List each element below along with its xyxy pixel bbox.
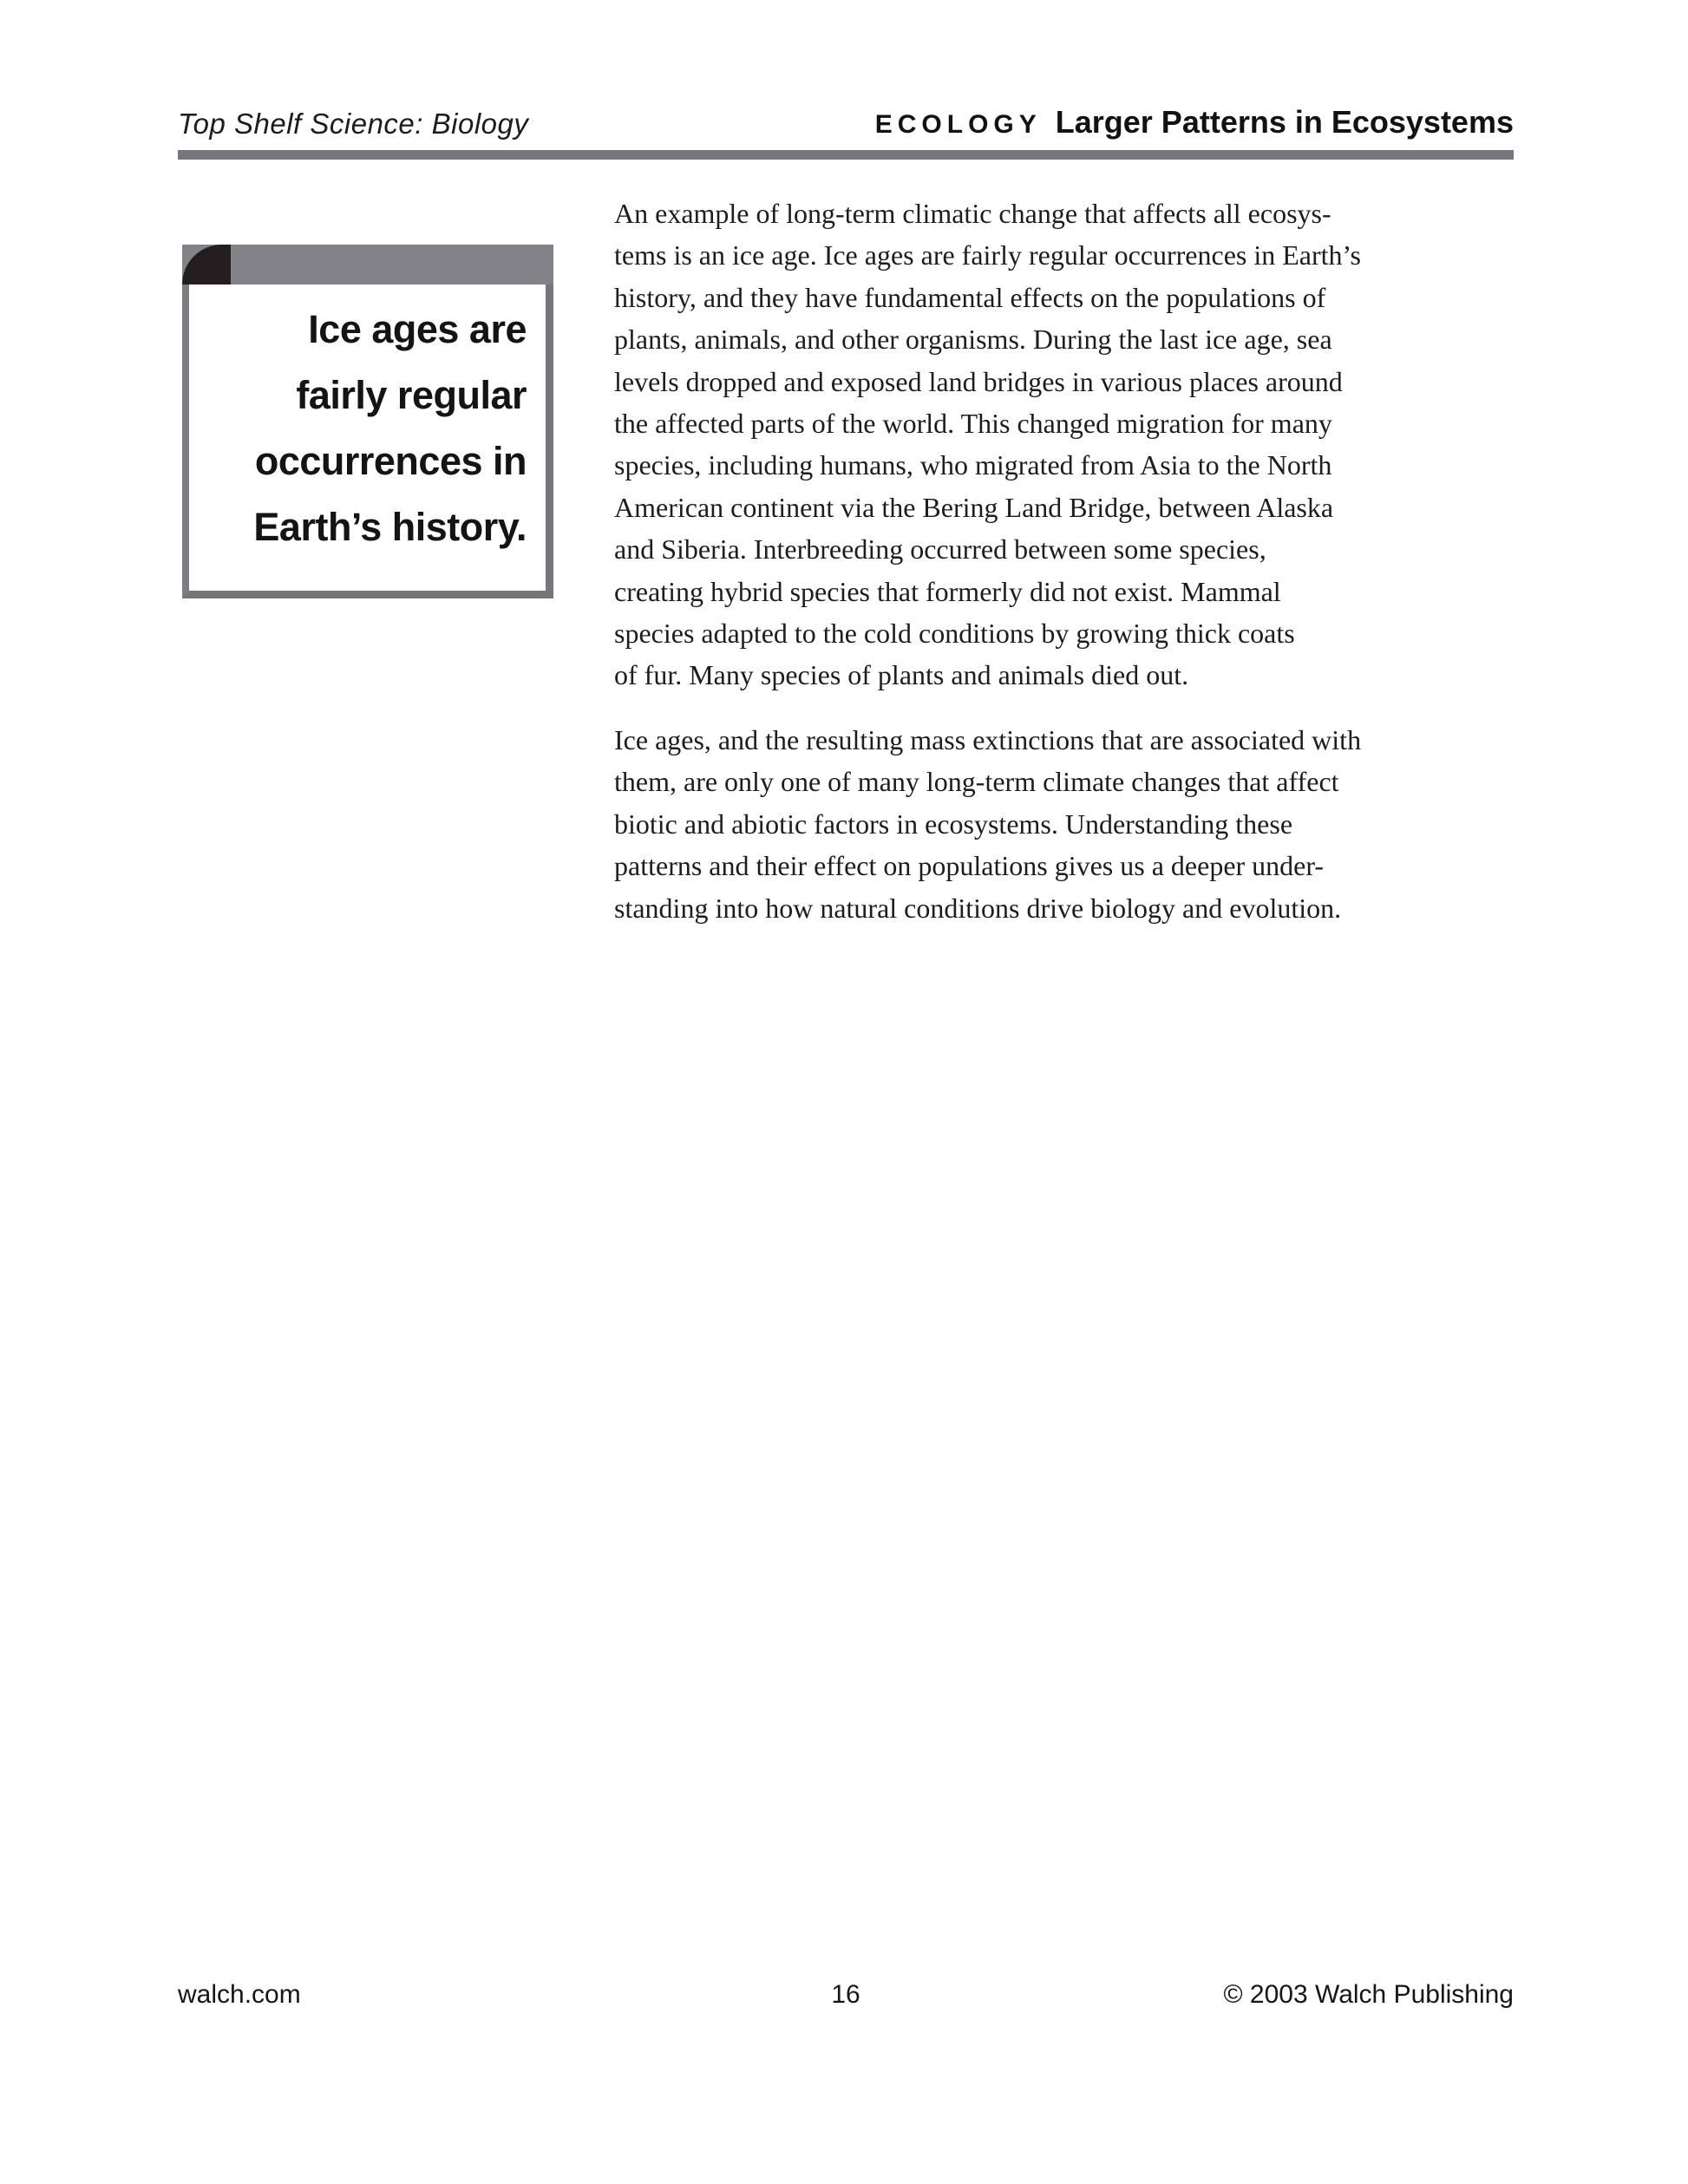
header-rule	[178, 150, 1514, 160]
body-text-column	[614, 193, 1521, 929]
text-line: biotic and abiotic factors in ecosystems. Understanding these	[614, 808, 1293, 840]
footer-page-number: 16	[831, 1980, 860, 2009]
callout-box	[182, 245, 553, 598]
footer-website: walch.com	[178, 1980, 301, 2009]
text-line: the affected parts of the world. This changed migration for many	[614, 408, 1332, 440]
text-line: fairly regular	[296, 373, 527, 417]
text-line: creating hybrid species that formerly did not exist. Mammal	[614, 575, 1281, 607]
body-paragraph-2	[614, 719, 1521, 929]
text-line: Ice ages are	[308, 307, 527, 351]
callout-quote	[182, 284, 553, 598]
text-line: and Siberia. Interbreeding occurred between some species,	[614, 533, 1266, 566]
text-line: tems is an ice age. Ice ages are fairly regular occurrences in Earth’s	[614, 239, 1361, 271]
header-chapter-title: Larger Patterns in Ecosystems	[1055, 104, 1514, 140]
text-line: An example of long-term climatic change that affects all ecosys-	[614, 198, 1331, 229]
footer-copyright: © 2003 Walch Publishing	[1223, 1980, 1514, 2009]
text-line: levels dropped and exposed land bridges in various places around	[614, 365, 1343, 397]
text-line: Earth’s history.	[253, 505, 527, 549]
text-line: species, including humans, who migrated from Asia to the North	[614, 449, 1332, 481]
header-right-group	[875, 104, 1514, 141]
text-line: species adapted to the cold conditions by growing thick coats	[614, 618, 1295, 650]
text-line: them, are only one of many long-term climate changes that affect	[614, 766, 1339, 798]
text-line: standing into how natural conditions drive biology and evolution.	[614, 892, 1342, 924]
text-line: occurrences in	[254, 439, 527, 483]
text-line: American continent via the Bering Land Bridge, between Alaska	[614, 491, 1334, 523]
text-line: Ice ages, and the resulting mass extinctions that are associated with	[614, 723, 1362, 755]
header-section-label: ECOLOGY	[874, 110, 1042, 139]
header-book-title: Top Shelf Science: Biology	[178, 108, 529, 140]
body-paragraph-1	[614, 193, 1521, 696]
callout-top-bar	[182, 245, 553, 284]
text-line: plants, animals, and other organisms. During the last ice age, sea	[614, 324, 1332, 356]
text-line: patterns and their effect on populations gives us a deeper under-	[614, 850, 1325, 882]
text-line: of fur. Many species of plants and animals died out.	[614, 659, 1189, 691]
page-footer	[178, 1980, 1514, 2011]
text-line: history, and they have fundamental effects on the populations of	[614, 281, 1326, 313]
